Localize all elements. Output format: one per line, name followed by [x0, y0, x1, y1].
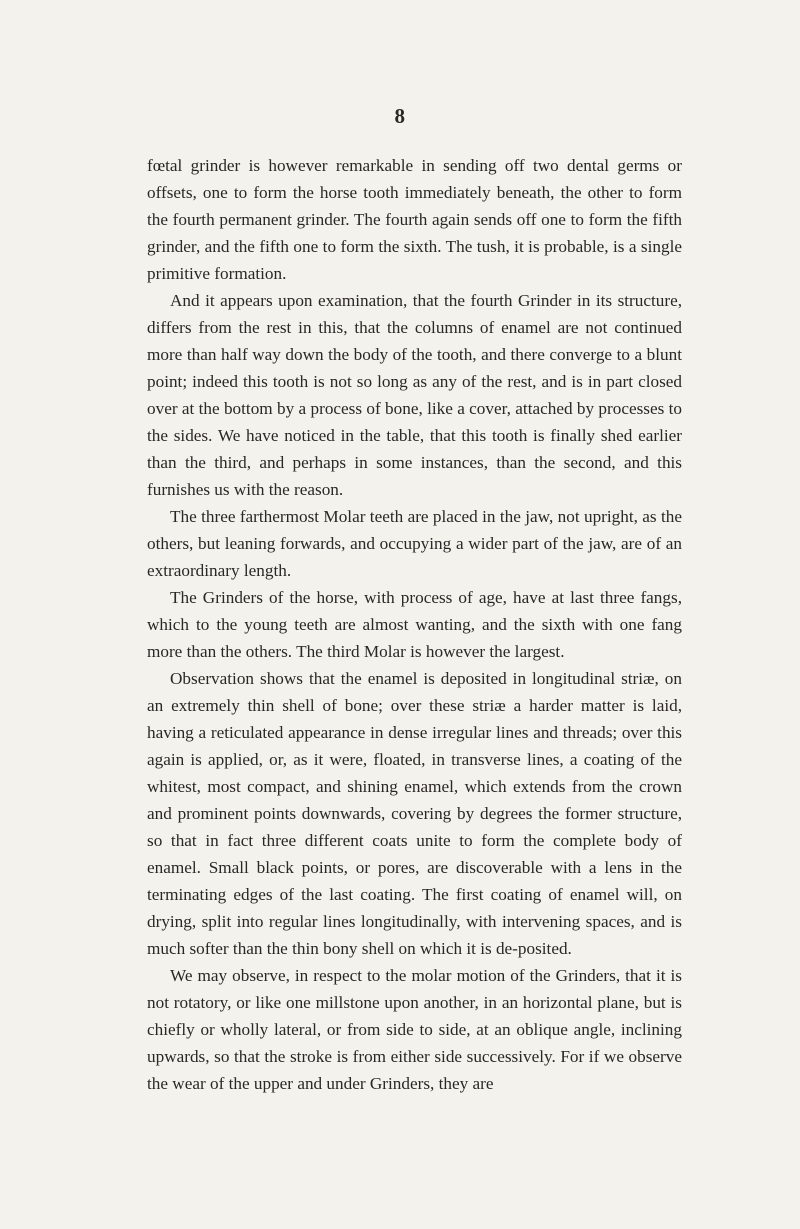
- paragraph-4: The Grinders of the horse, with process of age, have at last three fangs, which to the young teeth are almost wanting, and the sixth with one fang more than the others. The third Molar is however the largest.: [147, 588, 682, 661]
- paragraph-3: The three farthermost Molar teeth are placed in the jaw, not upright, as the others, but leaning forwards, and occupying a wider part of the jaw, are of an extraordinary length.: [147, 507, 682, 580]
- paragraph-2: And it appears upon examination, that the fourth Grinder in its structure, differs from the rest in this, that the columns of enamel are not continued more than half way down the body of the tooth, and there converge to a blunt point; indeed this tooth is not so long as any of the rest, and is in part closed over at the bottom by a process of bone, like a cover, attached by processes to the sides. We have noticed in the table, that this tooth is finally shed earlier than the third, and perhaps in some instances, than the second, and this furnishes us with the reason.: [147, 291, 682, 499]
- body-text: [147, 152, 682, 1097]
- paragraph-6: We may observe, in respect to the molar motion of the Grinders, that it is not rotatory, or like one millstone upon another, in an horizontal plane, but is chiefly or wholly lateral, or from side to side, at an oblique angle, inclining upwards, so that the stroke is from either side successively. For if we observe the wear of the upper and under Grinders, they are: [147, 966, 682, 1093]
- page-number: 8: [394, 104, 406, 128]
- paragraph-5: Observation shows that the enamel is deposited in longitudinal striæ, on an extremely thin shell of bone; over these striæ a harder matter is laid, having a reticulated appearance in dense irregular lines and threads; over this again is applied, or, as it were, floated, in transverse lines, a coating of the whitest, most compact, and shining enamel, which extends from the crown and prominent points downwards, covering by degrees the former structure, so that in fact three different coats unite to form the complete body of enamel. Small black points, or pores, are discoverable with a lens in the terminating edges of the last coating. The first coating of enamel will, on drying, split into regular lines longitudinally, with intervening spaces, and is much softer than the thin bony shell on which it is de-posited.: [147, 669, 682, 958]
- paragraph-1: fœtal grinder is however remarkable in sending off two dental germs or offsets, one to form the horse tooth immediately beneath, the other to form the fourth permanent grinder. The fourth again sends off one to form the fifth grinder, and the fifth one to form the sixth. The tush, it is probable, is a single primitive formation.: [147, 156, 682, 283]
